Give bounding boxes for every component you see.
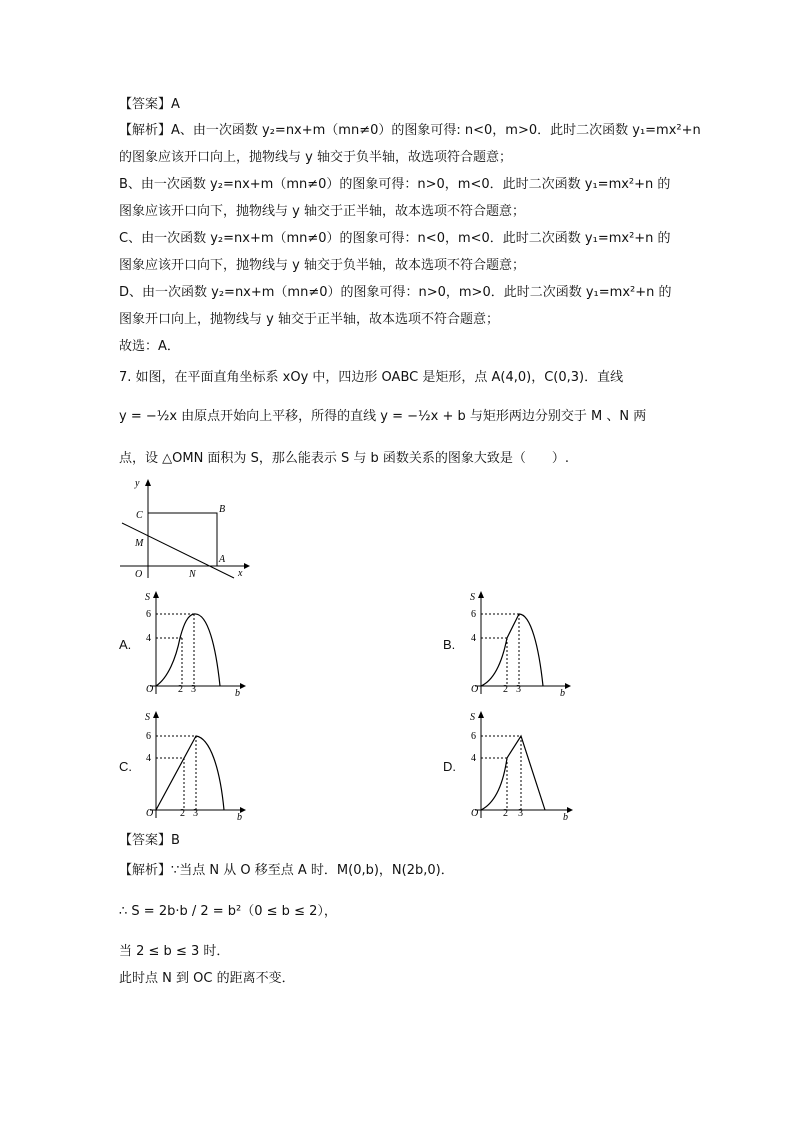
solution-line-4: 此时点 N 到 OC 的距离不变． [119, 971, 295, 986]
tick-6: 6 [471, 609, 476, 620]
s-axis-label: S [470, 712, 475, 723]
fig-a-label: A [219, 554, 226, 565]
tick-4: 4 [146, 633, 151, 644]
option-a-label: A. [119, 637, 132, 652]
fig-o-label: O [135, 569, 143, 580]
analysis-line: 图象开口向上，抛物线与 y 轴交于正半轴，故本选项不符合题意； [119, 312, 499, 327]
solution-line-2: ∴ S = 2b·b / 2 = b²（0 ≤ b ≤ 2）， [119, 904, 337, 919]
analysis-line: B、由一次函数 y₂=nx+m（mn≠0）的图象可得：n>0，m<0．此时二次函数 y₁=mx²+n 的 [119, 177, 671, 192]
option-d-graph [465, 708, 580, 823]
origin-label: O [146, 808, 154, 819]
tick-2: 2 [178, 684, 183, 695]
answer-label-2: 【答案】B [119, 833, 180, 848]
question-7-line-2: y = −½x 由原点开始向上平移，所得的直线 y = −½x + b 与矩形两边分别交于 M 、N 两 [119, 409, 647, 424]
question-7-line-1: 7. 如图，在平面直角坐标系 xOy 中，四边形 OABC 是矩形，点 A(4,0)，C(0,3)．直线 [119, 370, 624, 385]
b-axis-label: b [560, 688, 565, 699]
analysis-line: C、由一次函数 y₂=nx+m（mn≠0）的图象可得：n<0，m<0．此时二次函数 y₁=mx²+n 的 [119, 231, 671, 246]
origin-label: O [471, 808, 479, 819]
tick-3: 3 [191, 684, 196, 695]
s-axis-label: S [145, 592, 150, 603]
answer-label-1: 【答案】A [119, 97, 180, 112]
option-c-label: C. [119, 759, 132, 774]
b-axis-label: b [563, 812, 568, 823]
tick-3: 3 [518, 808, 523, 819]
solution-line-3: 当 2 ≤ b ≤ 3 时． [119, 944, 230, 959]
origin-label: O [471, 684, 479, 695]
tick-6: 6 [146, 731, 151, 742]
fig-b-label: B [219, 504, 226, 515]
tick-4: 4 [471, 633, 476, 644]
fig-m-label: M [135, 538, 144, 549]
tick-4: 4 [146, 753, 151, 764]
s-axis-label: S [470, 592, 475, 603]
tick-3: 3 [516, 684, 521, 695]
option-c-graph [140, 708, 250, 823]
b-axis-label: b [235, 688, 240, 699]
option-d-label: D. [443, 759, 456, 774]
fig-c-label: C [136, 510, 143, 521]
option-b-graph [465, 588, 575, 698]
fig-y-label: y [135, 478, 140, 489]
tick-4: 4 [471, 753, 476, 764]
fig-n-label: N [189, 569, 196, 580]
origin-label: O [146, 684, 154, 695]
b-axis-label: b [237, 812, 242, 823]
tick-2: 2 [503, 808, 508, 819]
tick-2: 2 [503, 684, 508, 695]
analysis-line: 图象应该开口向下，抛物线与 y 轴交于负半轴，故本选项不符合题意； [119, 258, 525, 273]
rectangle-figure [110, 474, 250, 584]
tick-6: 6 [146, 609, 151, 620]
fig-x-label: x [238, 568, 243, 579]
option-b-label: B. [443, 637, 456, 652]
solution-line-1: 【解析】∵当点 N 从 O 移至点 A 时．M(0,b)，N(2b,0)． [119, 863, 454, 878]
analysis-line: 故选：A． [119, 339, 180, 354]
analysis-line: 的图象应该开口向上，抛物线与 y 轴交于负半轴，故选项符合题意； [119, 150, 512, 165]
question-7-line-3: 点，设 △OMN 面积为 S，那么能表示 S 与 b 函数关系的图象大致是（ ）. [119, 451, 569, 466]
analysis-line: D、由一次函数 y₂=nx+m（mn≠0）的图象可得：n>0，m>0．此时二次函数 y₁=mx²+n 的 [119, 285, 672, 300]
tick-2: 2 [180, 808, 185, 819]
s-axis-label: S [145, 712, 150, 723]
analysis-line: 【解析】A、由一次函数 y₂=nx+m（mn≠0）的图象可得: n<0，m>0．此时二次函数 y₁=mx²+n [119, 123, 701, 138]
option-a-graph [140, 588, 250, 698]
tick-6: 6 [471, 731, 476, 742]
analysis-line: 图象应该开口向下，抛物线与 y 轴交于正半轴，故本选项不符合题意； [119, 204, 525, 219]
tick-3: 3 [193, 808, 198, 819]
